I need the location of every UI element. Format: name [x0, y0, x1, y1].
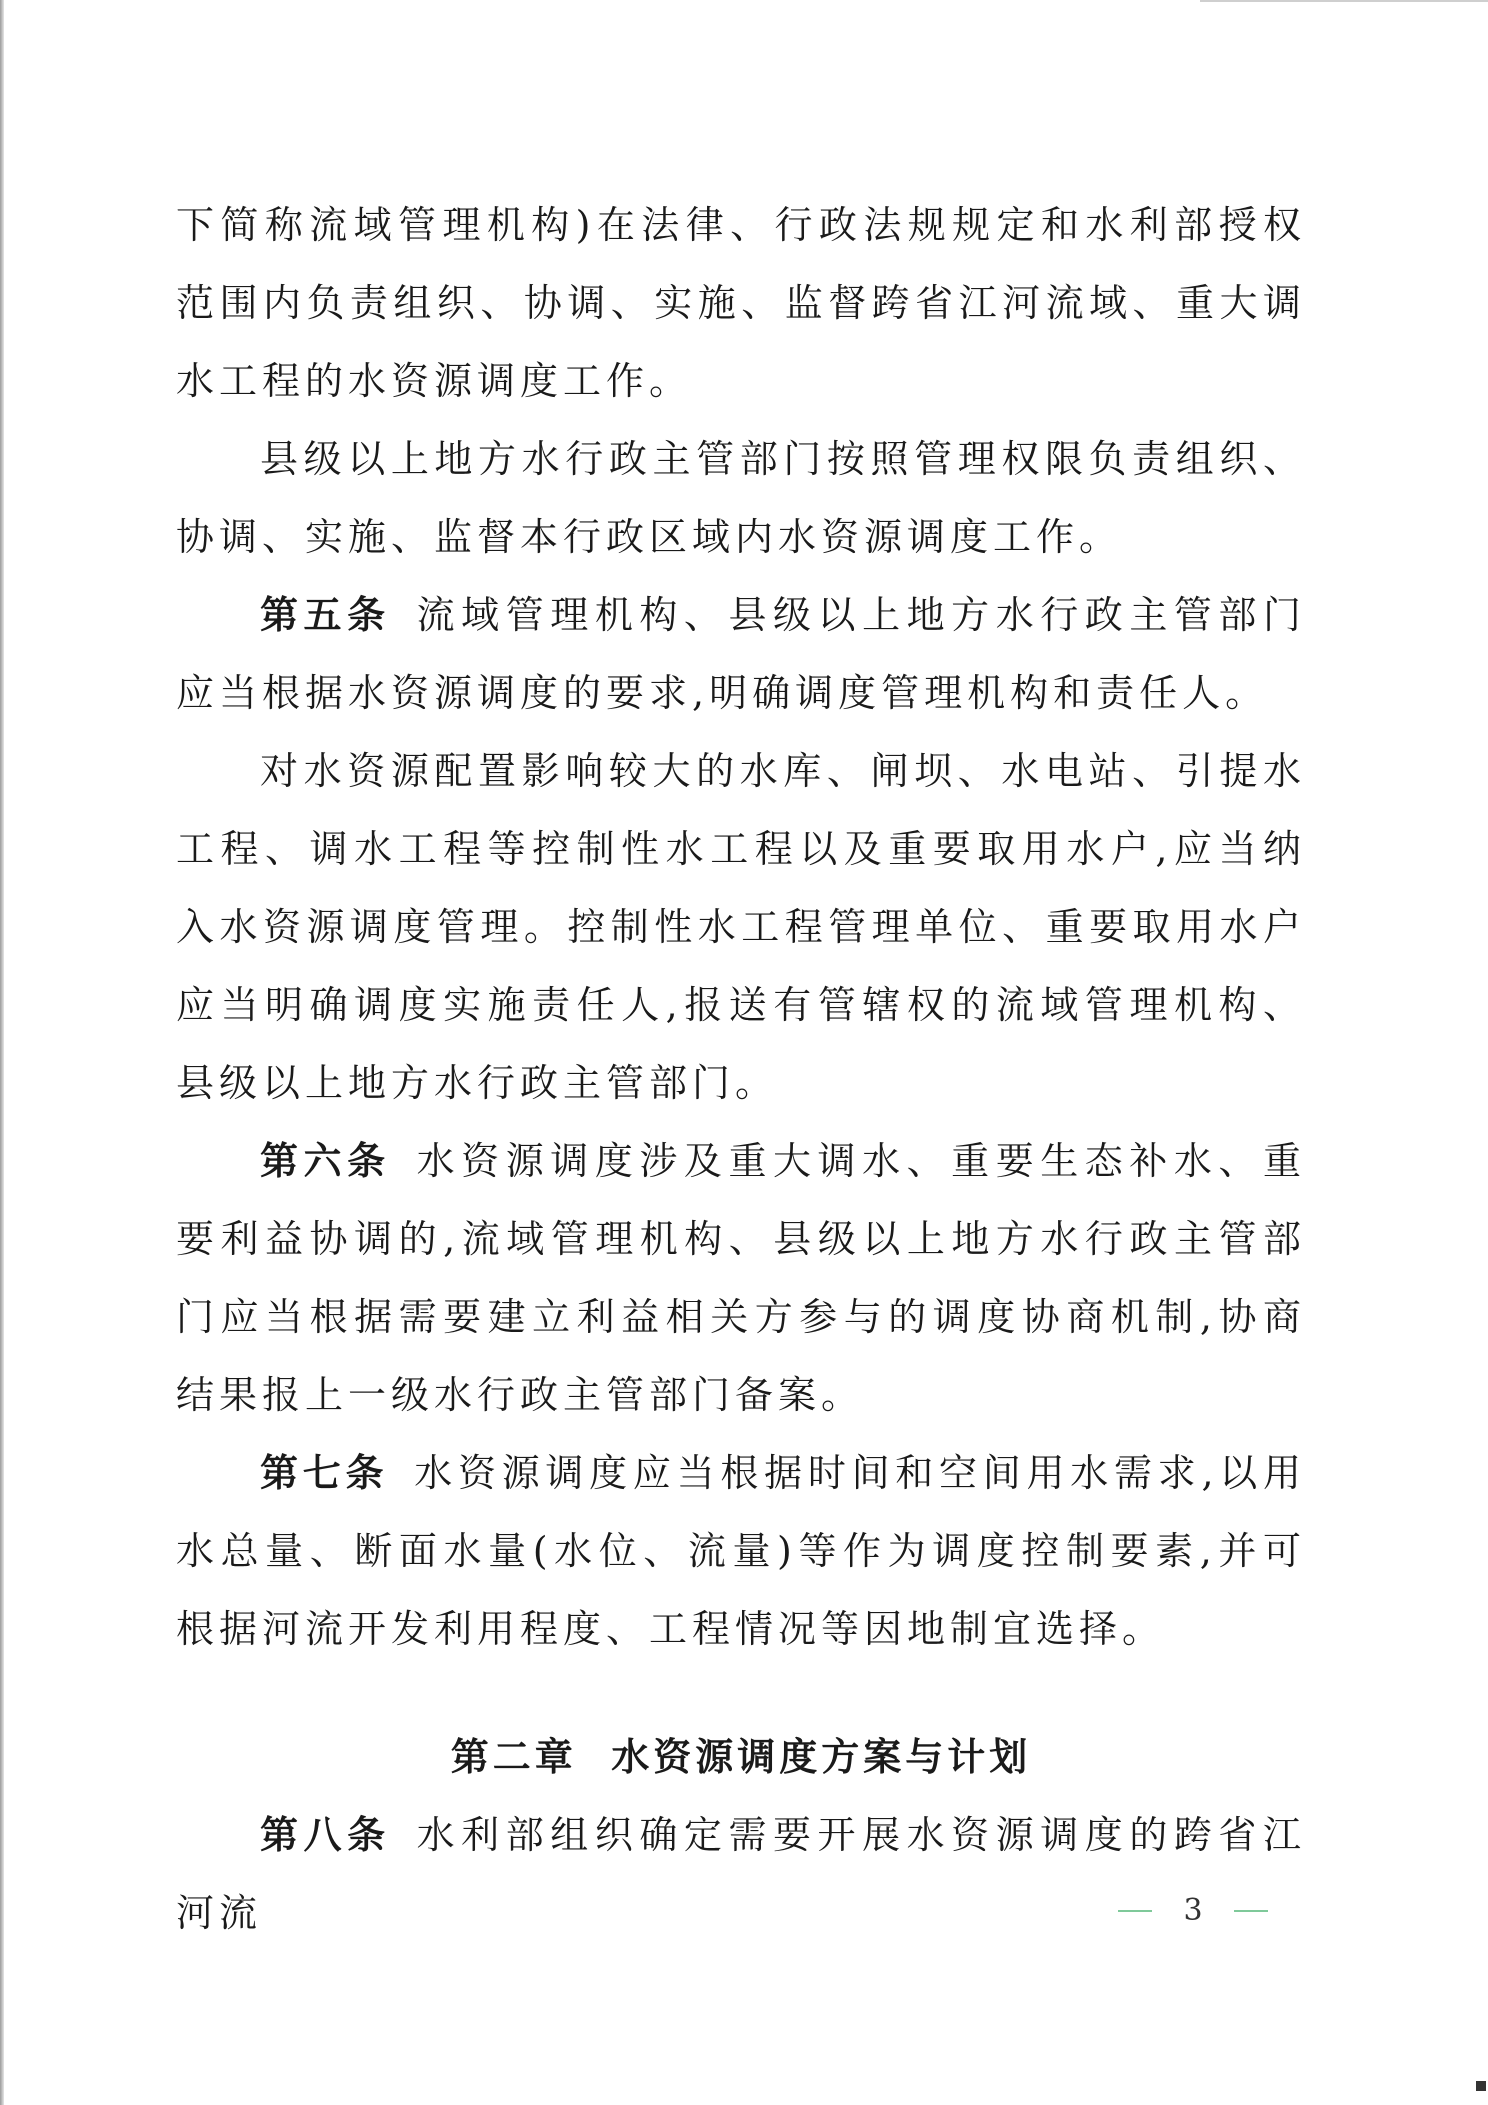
paragraph-continuation: 下简称流域管理机构)在法律、行政法规规定和水利部授权范围内负责组织、协调、实施、监督跨省江河流域、重大调水工程的水资源调度工作。: [176, 203, 1306, 403]
article-5-body: 流域管理机构、县级以上地方水行政主管部门应当根据水资源调度的要求,明确调度管理机构和责任人。: [176, 593, 1306, 715]
footer-dash-right: [1234, 1910, 1268, 1912]
article-8: [176, 1796, 1306, 1952]
article-5-paragraph-2: 对水资源配置影响较大的水库、闸坝、水电站、引提水工程、调水工程等控制性水工程以及重要取用水户,应当纳入水资源调度管理。控制性水工程管理单位、重要取用水户应当明确调度实施责任人,报送有管辖权的流域管理机构、县级以上地方水行政主管部门。: [176, 749, 1306, 1105]
footer-dash-left: [1118, 1910, 1152, 1912]
article-7: [176, 1434, 1306, 1668]
scan-edge-left: [0, 0, 4, 2105]
scan-edge-top: [1200, 0, 1488, 2]
article-5-heading: 第五条: [260, 593, 391, 637]
article-5: [176, 576, 1306, 732]
chapter-2-title: 第二章 水资源调度方案与计划: [450, 1735, 1032, 1779]
article-6: [176, 1122, 1306, 1434]
article-8-heading: 第八条: [260, 1813, 391, 1857]
page-number: 3: [1183, 1893, 1203, 1928]
article-6-body: 水资源调度涉及重大调水、重要生态补水、重要利益协调的,流域管理机构、县级以上地方水行政主管部门应当根据需要建立利益相关方参与的调度协商机制,协商结果报上一级水行政主管部门备案。: [176, 1139, 1306, 1417]
page-footer: [1118, 1893, 1268, 1928]
article-7-heading: 第七条: [260, 1451, 389, 1495]
article-8-body: 水利部组织确定需要开展水资源调度的跨省江河流: [176, 1813, 1306, 1935]
article-7-body: 水资源调度应当根据时间和空间用水需求,以用水总量、断面水量(水位、流量)等作为调度控制要素,并可根据河流开发利用程度、工程情况等因地制宜选择。: [176, 1451, 1306, 1651]
scan-corner-mark: [1476, 2081, 1486, 2091]
article-6-heading: 第六条: [260, 1139, 391, 1183]
document-page: [176, 186, 1306, 1952]
paragraph-county-level: 县级以上地方水行政主管部门按照管理权限负责组织、协调、实施、监督本行政区域内水资源调度工作。: [176, 437, 1306, 559]
